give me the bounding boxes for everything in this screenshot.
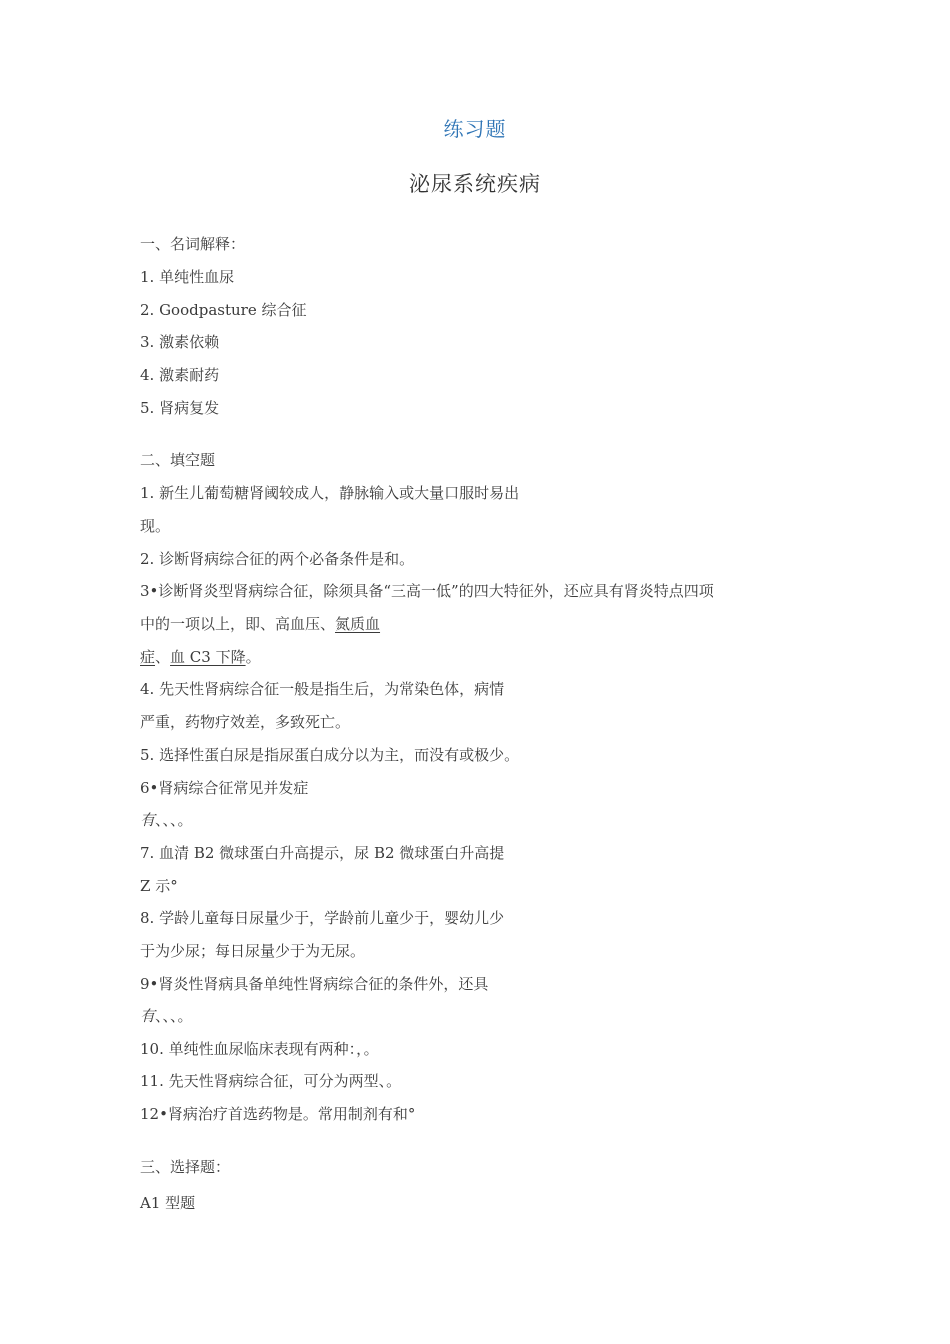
page-title: 练习题 xyxy=(443,117,507,141)
question-line xyxy=(140,1006,193,1026)
question-text: 、、、。 xyxy=(155,1007,193,1025)
underlined-text: 症 xyxy=(140,648,156,666)
question-line: 6•肾病综合征常见并发症 xyxy=(140,779,309,797)
question-line: 1. 新生儿葡萄糖肾阈较成人，静脉输入或大量口服时易出 xyxy=(140,484,520,502)
term-item: 4. 激素耐药 xyxy=(140,366,220,384)
question-text: 有 xyxy=(140,1007,156,1025)
underlined-text: 血 C3 下降 xyxy=(170,648,246,666)
section-heading-fill: 二、填空题 xyxy=(140,451,216,469)
section-heading-terms: 一、名词解释： xyxy=(140,235,246,253)
question-line: 严重，药物疗效差，多致死亡。 xyxy=(140,713,351,731)
question-text: 、 xyxy=(155,648,171,666)
term-item: 1. 单纯性血尿 xyxy=(140,268,235,286)
question-line: 3•诊断肾炎型肾病综合征，除须具备“三高一低”的四大特征外，还应具有肾炎特点四项 xyxy=(140,582,714,600)
term-item: 2. Goodpasture 综合征 xyxy=(140,301,307,319)
question-line: 12•肾病治疗首选药物是。常用制剂有和° xyxy=(140,1105,416,1123)
section-heading-choice: 三、选择题： xyxy=(140,1158,231,1176)
question-line: 5. 选择性蛋白尿是指尿蛋白成分以为主，而没有或极少。 xyxy=(140,746,520,764)
question-text: 。 xyxy=(245,648,261,666)
question-text: 有 xyxy=(140,811,156,829)
page-subtitle: 泌尿系统疾病 xyxy=(409,172,541,196)
underlined-text: 氮质血 xyxy=(335,615,381,633)
question-line: 4. 先天性肾病综合征一般是指生后，为常染色体，病情 xyxy=(140,680,505,698)
question-text: 中的一项以上，即、高血压、 xyxy=(140,615,336,633)
question-type-label: A1 型题 xyxy=(140,1194,196,1212)
question-line: Z 示° xyxy=(140,877,178,895)
question-line: 11. 先天性肾病综合征，可分为两型、。 xyxy=(140,1072,402,1090)
question-text: 、、、。 xyxy=(155,811,193,829)
term-item: 3. 激素依赖 xyxy=(140,333,220,351)
question-line xyxy=(140,810,193,830)
question-line: 于为少尿；每日尿量少于为无尿。 xyxy=(140,942,366,960)
question-line: 8. 学龄儿童每日尿量少于，学龄前儿童少于，婴幼儿少 xyxy=(140,909,505,927)
question-line: 10. 单纯性血尿临床表现有两种：，。 xyxy=(140,1040,379,1058)
question-line xyxy=(140,614,380,634)
question-line: 2. 诊断肾病综合征的两个必备条件是和。 xyxy=(140,550,415,568)
term-item: 5. 肾病复发 xyxy=(140,399,220,417)
question-line: 9•肾炎性肾病具备单纯性肾病综合征的条件外，还具 xyxy=(140,975,489,993)
question-line: 7. 血清 B2 微球蛋白升高提示，尿 B2 微球蛋白升高提 xyxy=(140,844,505,862)
question-line xyxy=(140,647,261,667)
question-line: 现。 xyxy=(140,517,171,535)
